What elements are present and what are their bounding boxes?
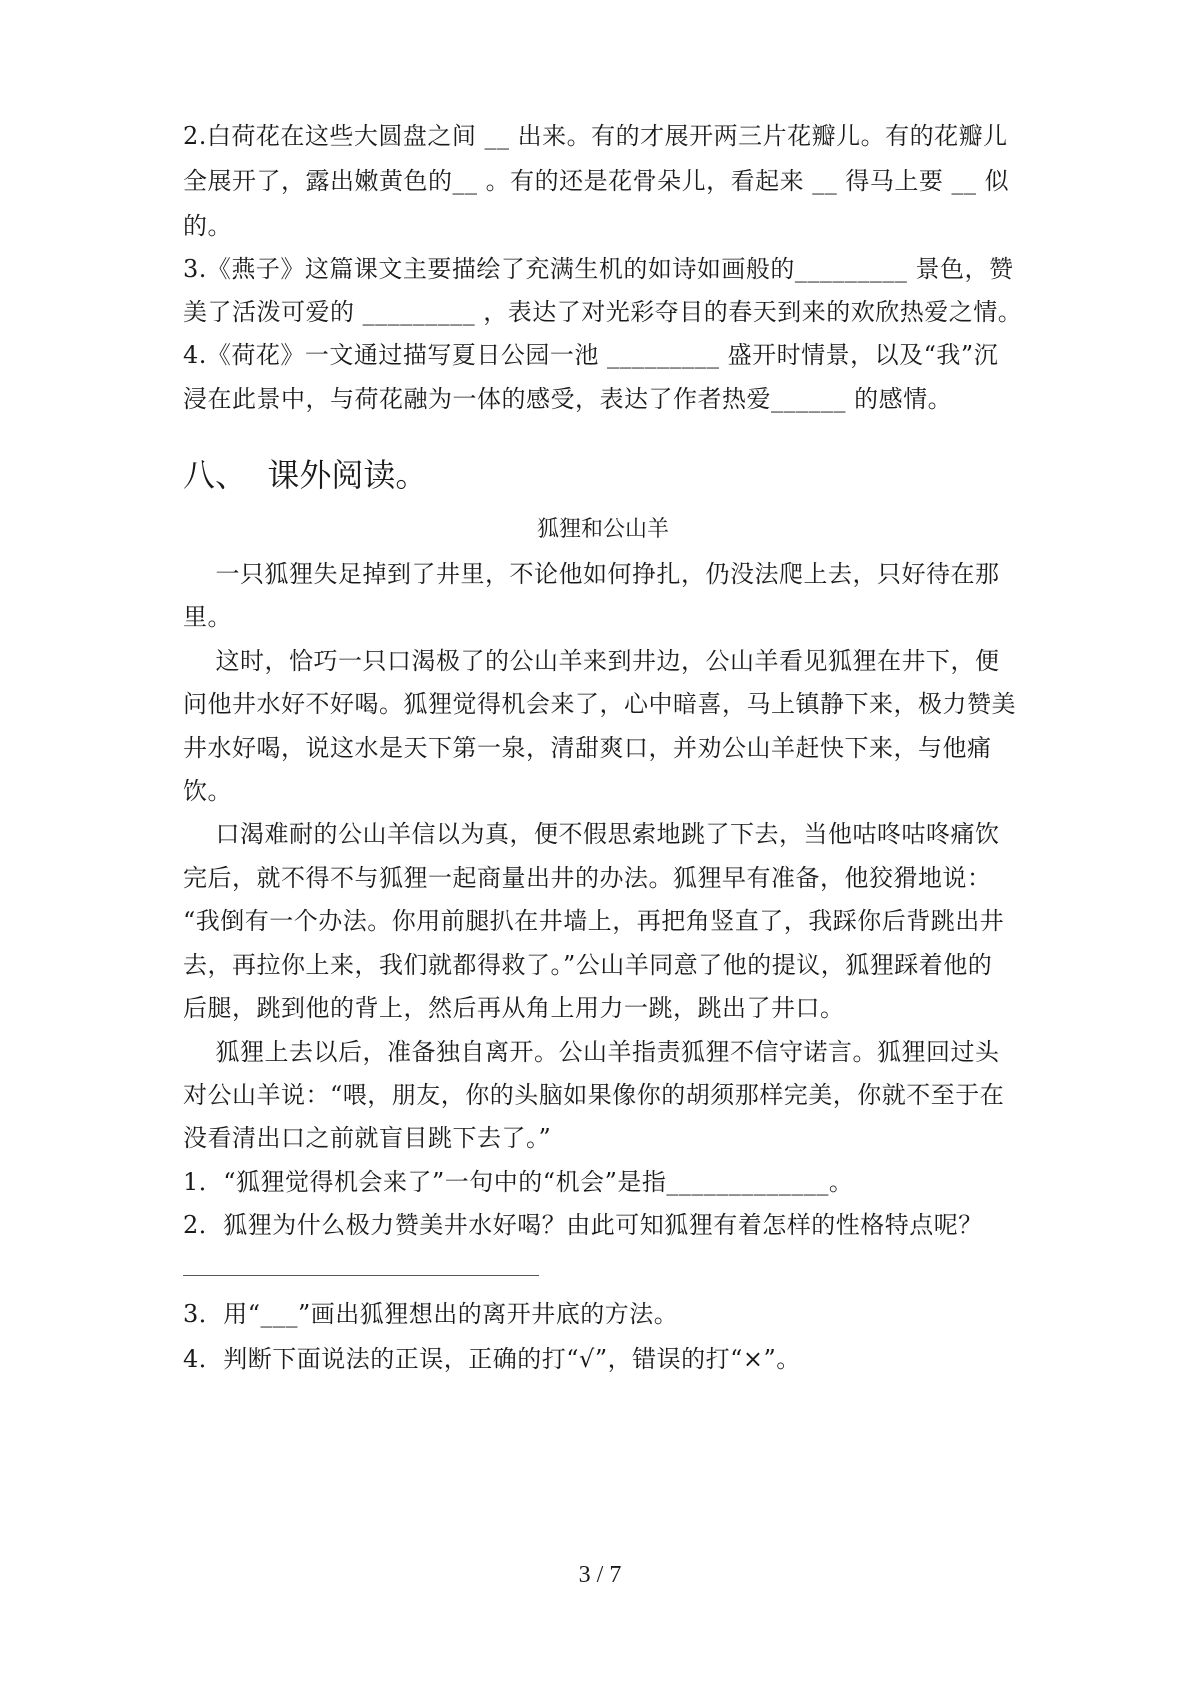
story-line: 一只狐狸失足掉到了井里，不论他如何挣扎，仍没法爬上去，只好待在那	[183, 560, 1000, 588]
fill-in-line: 的。	[183, 212, 232, 240]
story-line: 后腿，跳到他的背上，然后再从角上用力一跳，跳出了井口。	[183, 994, 845, 1022]
story-line: 井水好喝，说这水是天下第一泉，清甜爽口，并劝公山羊赶快下来，与他痛	[183, 734, 992, 762]
story-line: 完后，就不得不与狐狸一起商量出井的办法。狐狸早有准备，他狡猾地说：	[183, 864, 992, 892]
story-line: 去，再拉你上来，我们就都得救了。”公山羊同意了他的提议，狐狸踩着他的	[183, 951, 993, 979]
question-1: 1．“狐狸觉得机会来了”一句中的“机会”是指_____________。	[183, 1168, 854, 1196]
question-4: 4．判断下面说法的正误，正确的打“√”，错误的打“×”。	[183, 1345, 801, 1373]
fill-in-line: 4.《荷花》一文通过描写夏日公园一池 _________ 盛开时情景，以及“我”沉	[183, 341, 999, 369]
fill-in-line: 3.《燕子》这篇课文主要描绘了充满生机的如诗如画般的_________ 景色，赞	[183, 255, 1014, 283]
fill-in-line: 全展开了，露出嫩黄色的__ 。有的还是花骨朵儿，看起来 __ 得马上要 __ 似	[183, 167, 1010, 195]
fill-in-line: 2.白荷花在这些大圆盘之间 __ 出来。有的才展开两三片花瓣儿。有的花瓣儿	[183, 122, 1008, 150]
question-2: 2．狐狸为什么极力赞美井水好喝？由此可知狐狸有着怎样的性格特点呢？	[183, 1211, 983, 1239]
section-heading: 八、 课外阅读。	[183, 456, 428, 494]
story-line: 狐狸上去以后，准备独自离开。公山羊指责狐狸不信守诺言。狐狸回过头	[183, 1038, 1000, 1066]
answer-line[interactable]	[183, 1275, 539, 1276]
story-line: 问他井水好不好喝。狐狸觉得机会来了，心中暗喜，马上镇静下来，极力赞美	[183, 690, 1016, 718]
fill-in-line: 浸在此景中，与荷花融为一体的感受，表达了作者热爱______ 的感情。	[183, 385, 953, 413]
page-number: 3 / 7	[578, 1562, 622, 1588]
question-3: 3．用“___”画出狐狸想出的离开井底的方法。	[183, 1300, 679, 1328]
story-line: 口渴难耐的公山羊信以为真，便不假思索地跳了下去，当他咕咚咕咚痛饮	[183, 820, 1000, 848]
story-line: 里。	[183, 603, 232, 631]
story-line: 没看清出口之前就盲目跳下去了。”	[183, 1124, 552, 1152]
fill-in-line: 美了活泼可爱的 _________ ，表达了对光彩夺目的春天到来的欢欣热爱之情。	[183, 298, 1023, 326]
story-line: 对公山羊说：“喂，朋友，你的头脑如果像你的胡须那样完美，你就不至于在	[183, 1081, 1005, 1109]
story-line: 这时，恰巧一只口渴极了的公山羊来到井边，公山羊看见狐狸在井下，便	[183, 647, 1000, 675]
story-title: 狐狸和公山羊	[536, 517, 669, 542]
story-line: 饮。	[183, 777, 232, 805]
story-line: “我倒有一个办法。你用前腿扒在井墙上，再把角竖直了，我踩你后背跳出井	[183, 907, 1005, 935]
